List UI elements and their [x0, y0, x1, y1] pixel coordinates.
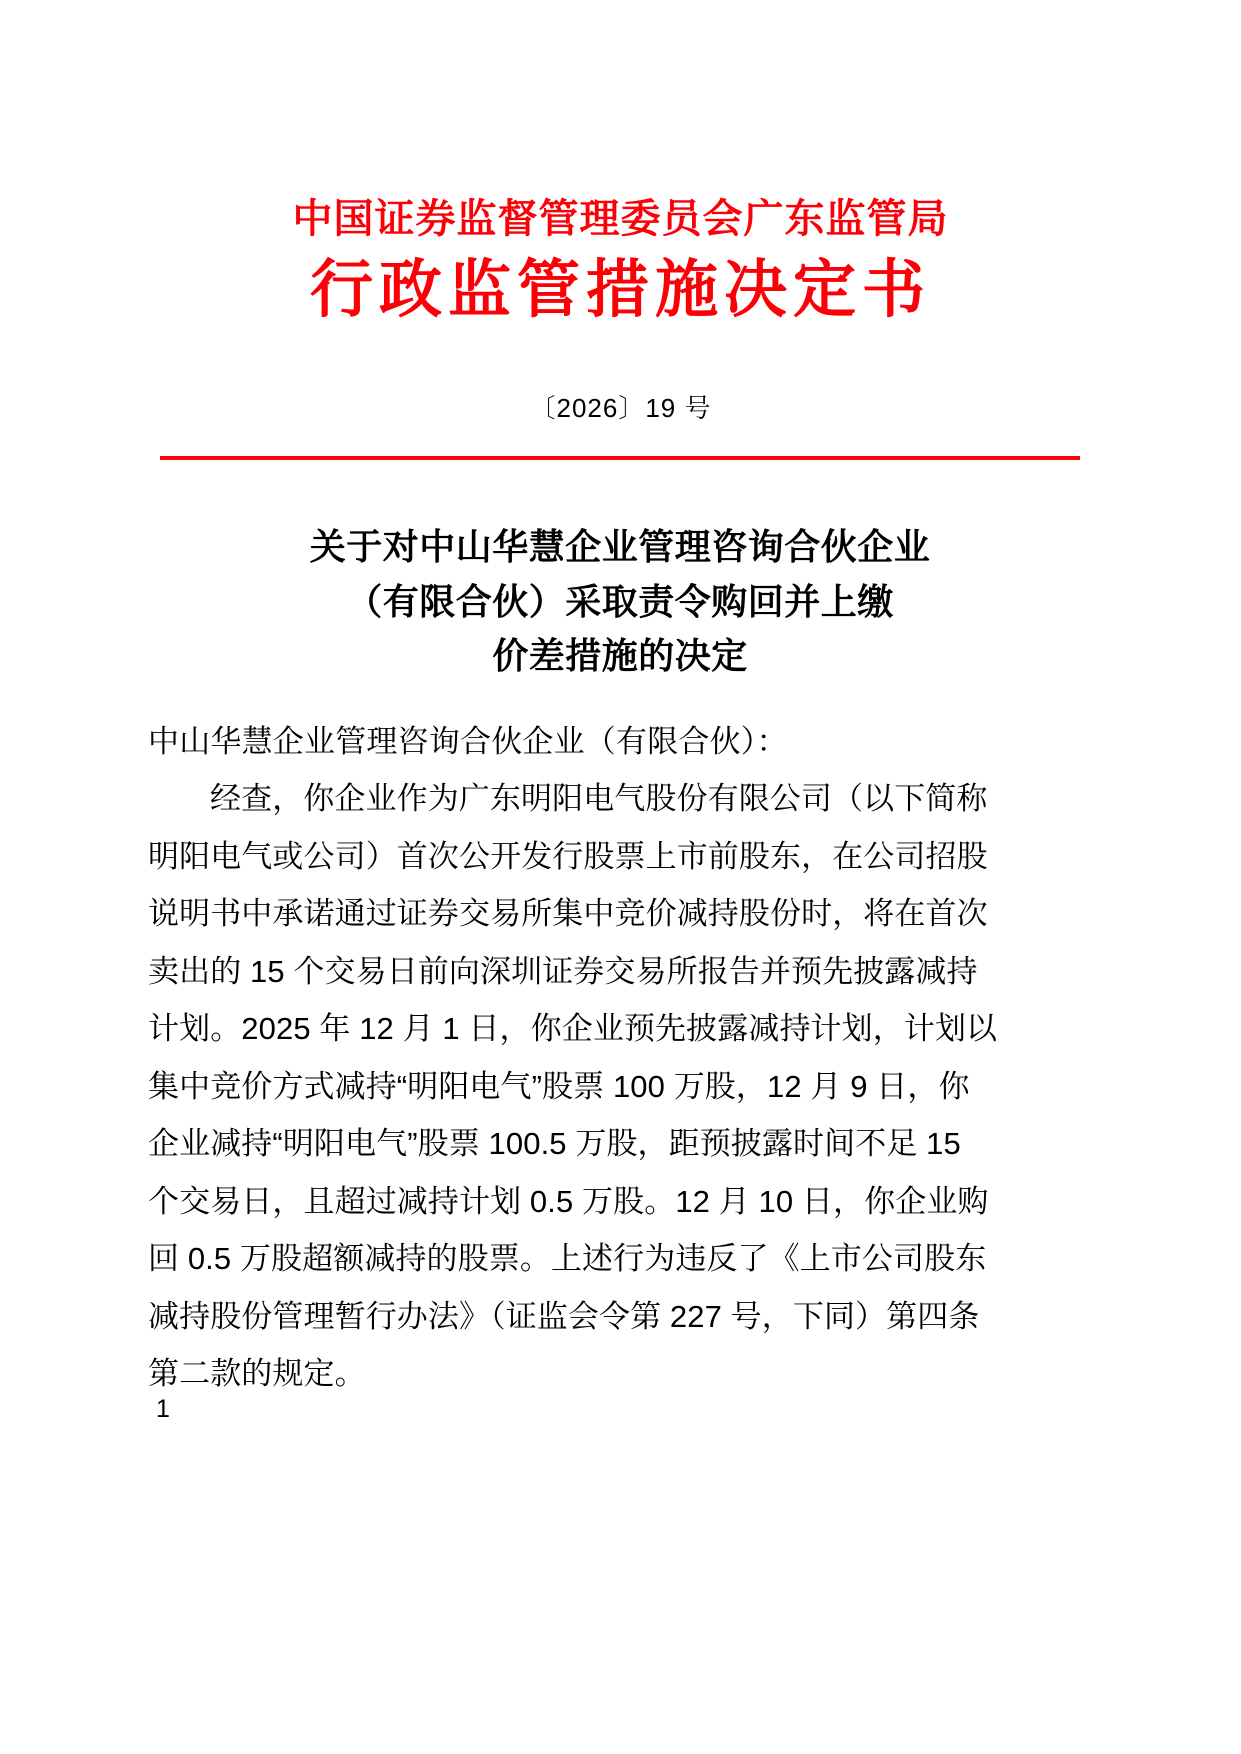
body-line: 减持股份管理暂行办法》（证监会令第 227 号，下同）第四条 [148, 1298, 980, 1334]
page-number: 1 [156, 1395, 170, 1423]
body-line: 回 0.5 万股超额减持的股票。上述行为违反了《上市公司股东 [148, 1241, 987, 1277]
body-line: 卖出的 15 个交易日前向深圳证券交易所报告并预先披露减持 [148, 953, 978, 989]
body-line: 计划。2025 年 12 月 1 日，你企业预先披露减持计划，计划以 [148, 1011, 998, 1047]
red-separator-rule [160, 456, 1080, 460]
body-line: 第二款的规定。 [148, 1356, 366, 1392]
masthead [0, 196, 1241, 327]
page-title-line-1: 关于对中山华慧企业管理咨询合伙企业 [309, 526, 931, 567]
body-line: 集中竞价方式减持“明阳电气”股票 100 万股，12 月 9 日，你 [148, 1068, 970, 1104]
page-title-line-2: （有限合伙）采取责令购回并上缴 [346, 580, 894, 622]
body-line: 经查，你企业作为广东明阳电气股份有限公司（以下简称 [210, 781, 988, 817]
page-title-line-3: 价差措施的决定 [492, 635, 748, 677]
body-line: 企业减持“明阳电气”股票 100.5 万股，距预披露时间不足 15 [148, 1126, 961, 1162]
page-title [160, 520, 1080, 684]
body-content [148, 713, 996, 1403]
body-paragraph [148, 770, 996, 1403]
document-kind-title: 行政监管措施决定书 [310, 255, 931, 325]
body-line: 明阳电气或公司）首次公开发行股票上市前股东，在公司招股 [148, 838, 988, 874]
body-line: 说明书中承诺通过证券交易所集中竞价减持股份时，将在首次 [148, 896, 988, 932]
issuing-authority: 中国证券监督管理委员会广东监管局 [292, 197, 949, 241]
addressee-line: 中山华慧企业管理咨询合伙企业（有限合伙）： [148, 724, 788, 759]
body-line: 个交易日，且超过减持计划 0.5 万股。12 月 10 日，你企业购 [148, 1183, 989, 1219]
document-number: 〔2026〕19 号 [529, 393, 712, 423]
